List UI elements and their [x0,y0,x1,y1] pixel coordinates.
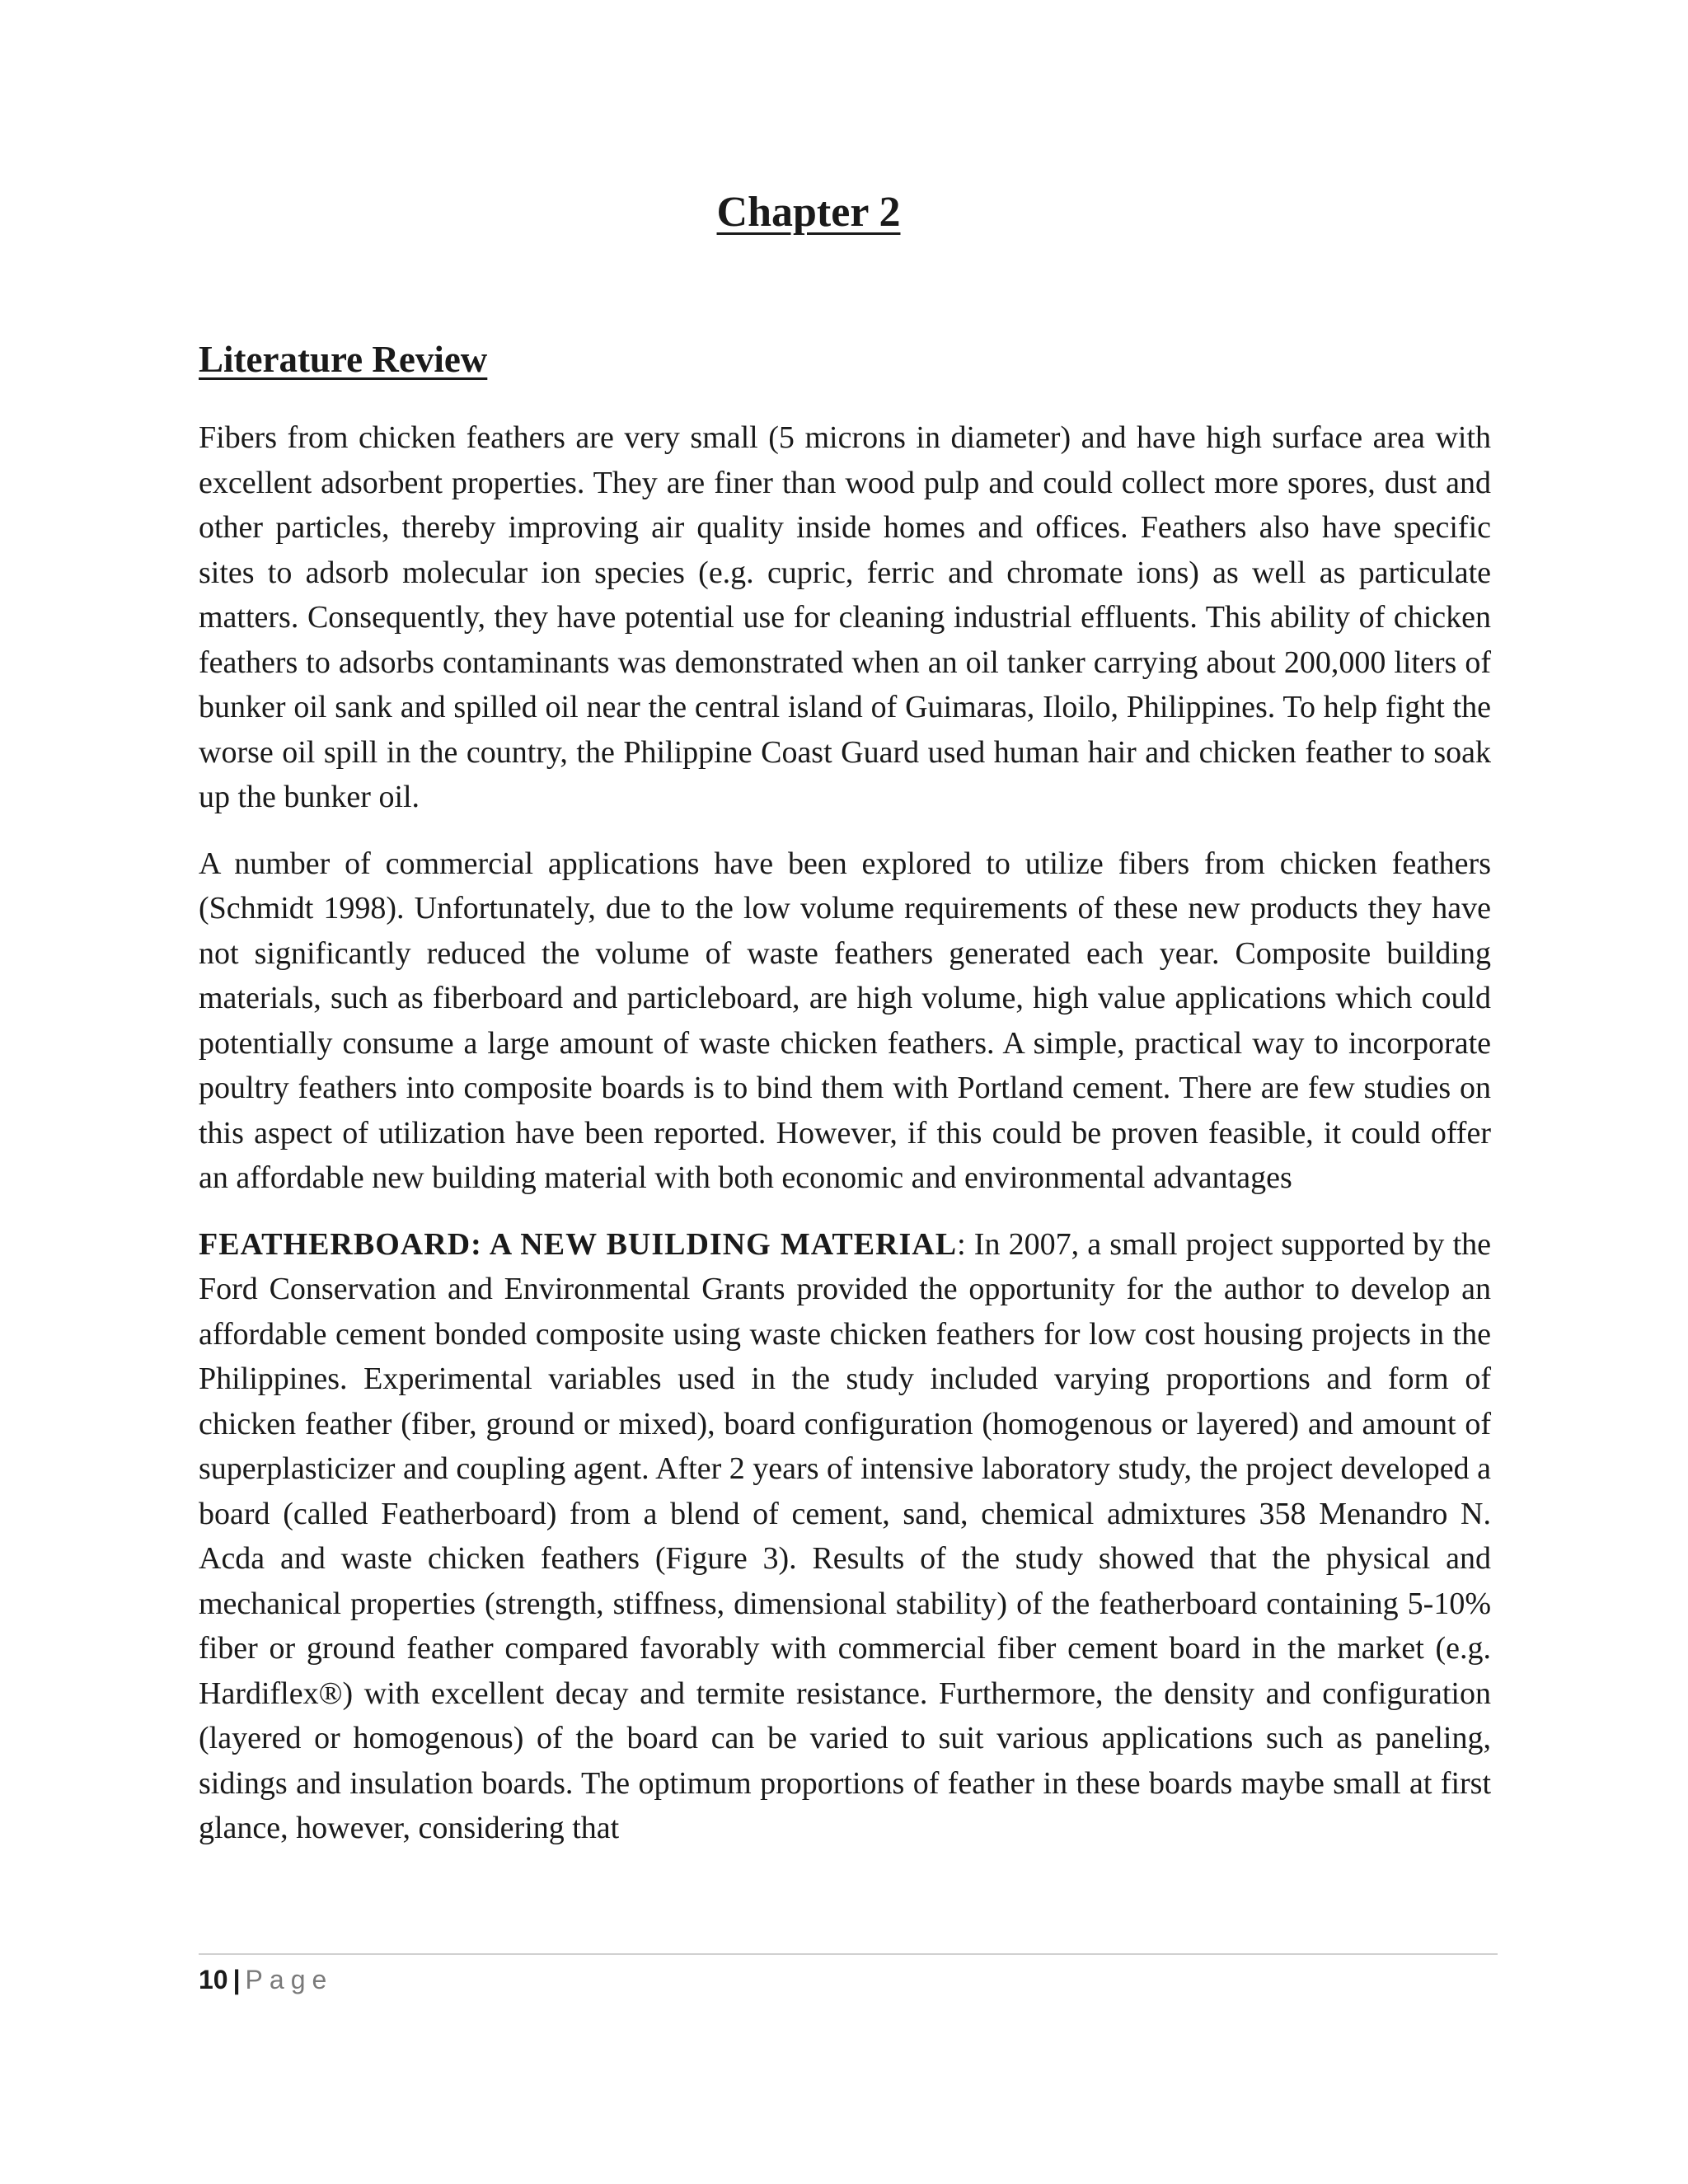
page-label: Page [245,1965,334,1994]
paragraph [199,841,1491,1201]
footer-divider [199,1953,1498,1955]
paragraph [199,415,1491,820]
body-text [199,415,1491,1872]
paragraph [199,1222,1491,1851]
footer-separator: | [232,1965,241,1994]
section-heading: Literature Review [199,339,488,380]
paragraph-text: A number of commercial applications have been explored to utilize fibers from chicken feathers (Schmidt 1998). Unfortunately, due to the low volume requirements of these new products they have not significantly reduced the volume of waste feathers generated each year. Composite building materials, such as fiberboard and particleboard, are high volume, high value applications which could potentially consume a large amount of waste chicken feathers. A simple, practical way to incorporate poultry feathers into composite boards is to bind them with Portland cement. There are few studies on this aspect of utilization have been reported. However, if this could be proven feasible, it could offer an affordable new building material with both economic and environmental advantages [199,846,1491,1195]
paragraph-text: : In 2007, a small project supported by the Ford Conservation and Environmental Grants provided the opportunity for the author to develop an affordable cement bonded composite using waste chicken feathers for low cost housing projects in the Philippines. Experimental variables used in the study included varying proportions and form of chicken feather (fiber, ground or mixed), board configuration (homogenous or layered) and amount of superplasticizer and coupling agent. After 2 years of intensive laboratory study, the project developed a board (called Featherboard) from a blend of cement, sand, chemical admixtures 358 Menandro N. Acda and waste chicken feathers (Figure 3). Results of the study showed that the physical and mechanical properties (strength, stiffness, dimensional stability) of the featherboard containing 5-10% fiber or ground feather compared favorably with commercial fiber cement board in the market (e.g. Hardiflex®) with excellent decay and termite resistance. Furthermore, the density and configuration (layered or homogenous) of the board can be varied to suit various applications such as paneling, sidings and insulation boards. The optimum proportions of feather in these boards maybe small at first glance, however, considering that [199,1226,1491,1845]
paragraph-lead-in: FEATHERBOARD: A NEW BUILDING MATERIAL [199,1226,958,1262]
page-footer [199,1963,333,1996]
paragraph-text: Fibers from chicken feathers are very small (5 microns in diameter) and have high surface area with excellent adsorbent properties. They are finer than wood pulp and could collect more spores, dust and other particles, thereby improving air quality inside homes and offices. Feathers also have specific sites to adsorb molecular ion species (e.g. cupric, ferric and chromate ions) as well as particulate matters. Consequently, they have potential use for cleaning industrial effluents. This ability of chicken feathers to adsorbs contaminants was demonstrated when an oil tanker carrying about 200,000 liters of bunker oil sank and spilled oil near the central island of Guimaras, Iloilo, Philippines. To help fight the worse oil spill in the country, the Philippine Coast Guard used human hair and chicken feather to soak up the bunker oil. [199,420,1491,814]
chapter-title: Chapter 2 [716,189,901,236]
page-number: 10 [199,1965,228,1994]
